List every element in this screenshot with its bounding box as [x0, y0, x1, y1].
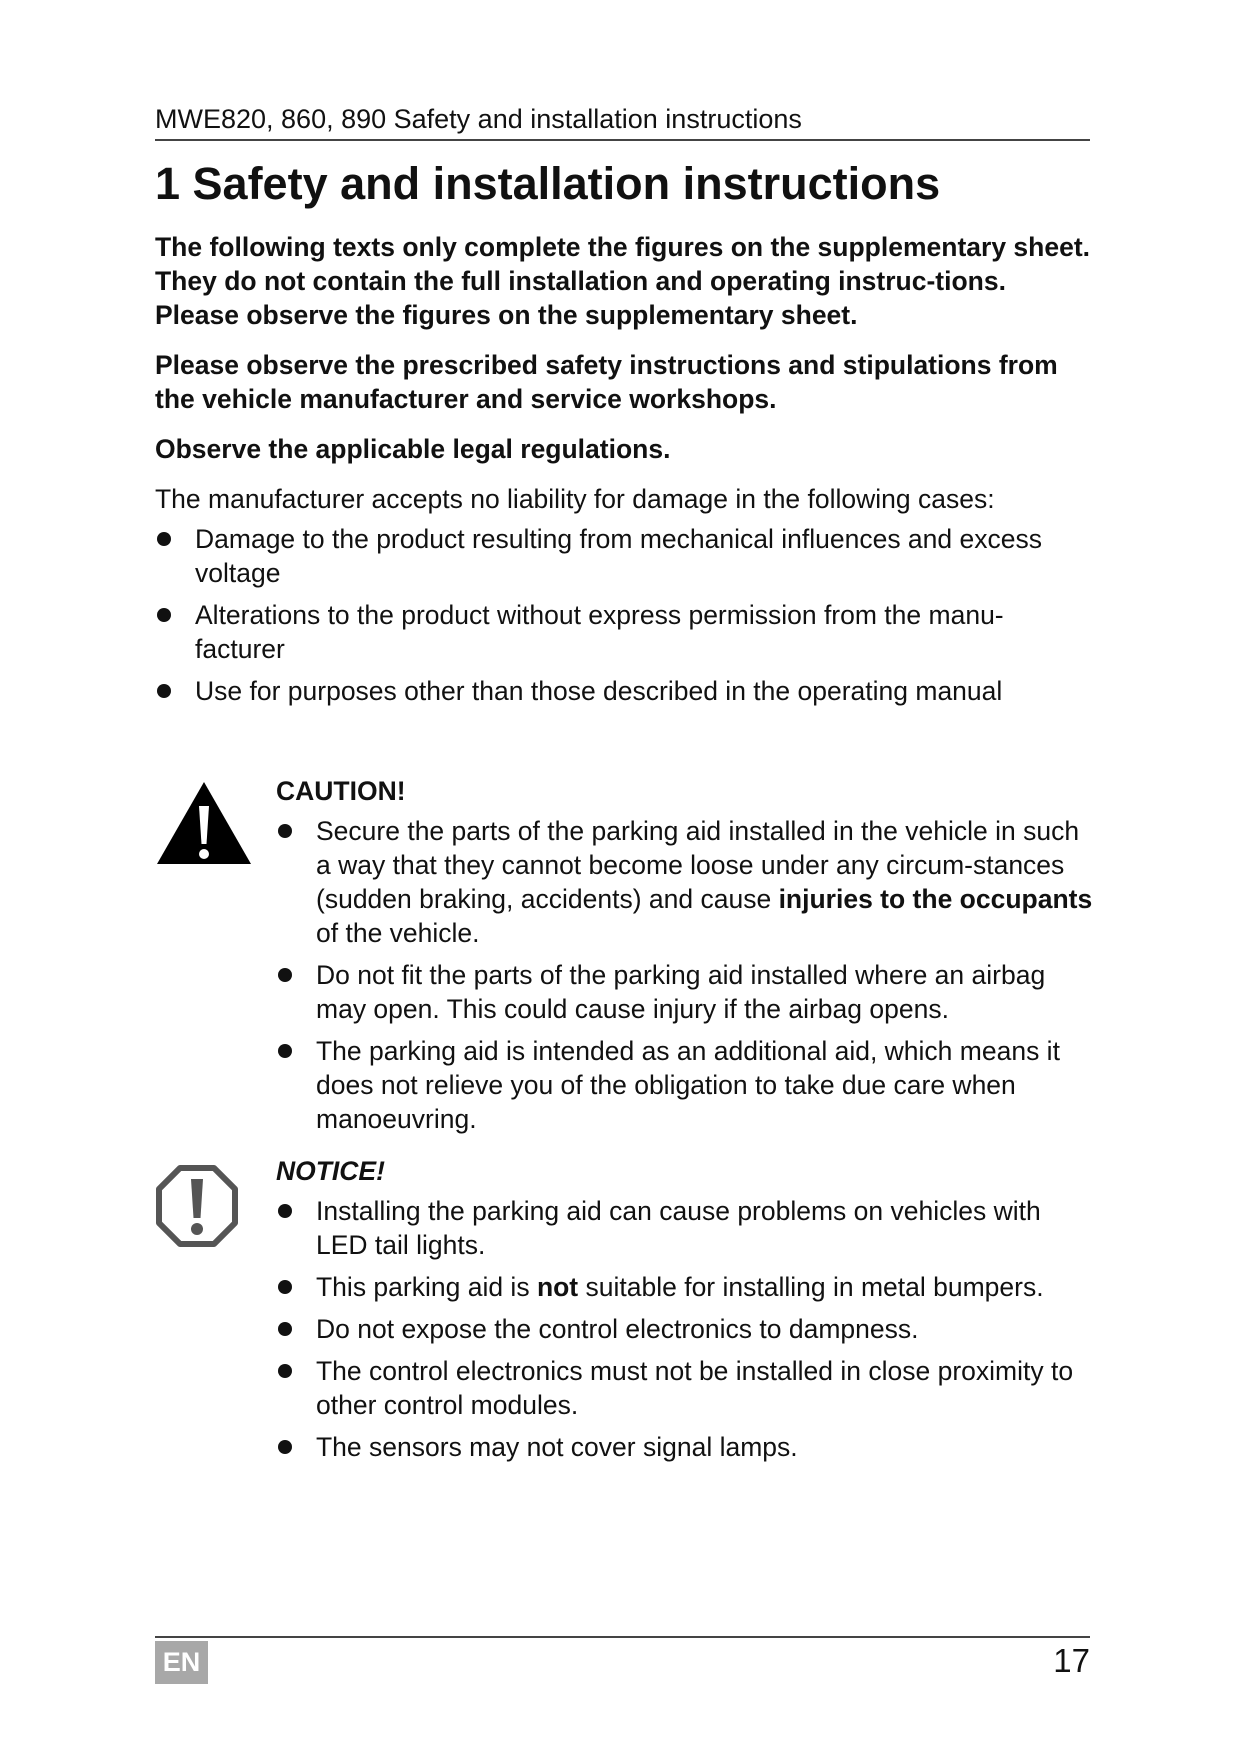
list-item-text: Damage to the product resulting from mechanical influences and excess voltage	[195, 524, 1042, 588]
page-number: 17	[1053, 1642, 1090, 1679]
list-item-text: Do not expose the control electronics to dampness.	[316, 1314, 919, 1344]
bullet-icon	[157, 608, 171, 622]
list-item	[276, 1430, 1096, 1464]
emphasis-text: injuries to the occupants	[778, 884, 1093, 914]
caution-body	[276, 774, 1096, 1144]
liability-list	[155, 522, 1090, 708]
list-item-text: Use for purposes other than those described in the operating manual	[195, 676, 1003, 706]
caution-heading: CAUTION!	[276, 776, 406, 806]
list-item-text: Installing the parking aid can cause problems on vehicles with LED tail lights.	[316, 1196, 1041, 1260]
list-item	[276, 814, 1096, 950]
list-item	[276, 1194, 1096, 1262]
intro-paragraph-3: Observe the applicable legal regulations.	[155, 434, 671, 464]
intro-paragraph-1: The following texts only complete the figures on the supplementary sheet. They do not contain the full installation and operating instruc-tions. Please observe the figures on the supplementary sheet.	[155, 232, 1091, 330]
bullet-icon	[278, 1280, 292, 1294]
running-head: MWE820, 860, 890 Safety and installation instructions	[155, 104, 802, 134]
list-item	[276, 1034, 1096, 1136]
list-item-text: of the vehicle.	[316, 918, 480, 948]
notice-list	[276, 1194, 1096, 1464]
bullet-icon	[157, 684, 171, 698]
notice-octagon-icon	[155, 1164, 239, 1253]
intro-section	[155, 230, 1090, 716]
bullet-icon	[278, 1044, 292, 1058]
bullet-icon	[157, 532, 171, 546]
language-badge: EN	[155, 1641, 208, 1684]
list-item-text: The sensors may not cover signal lamps.	[316, 1432, 798, 1462]
list-item	[155, 598, 1090, 666]
document-page	[155, 0, 1093, 1754]
footer-divider	[155, 1636, 1090, 1638]
list-item	[276, 1270, 1096, 1304]
bullet-icon	[278, 968, 292, 982]
list-item	[276, 1312, 1096, 1346]
bullet-icon	[278, 1204, 292, 1218]
list-item-text: suitable for installing in metal bumpers.	[578, 1272, 1044, 1302]
intro-paragraph-4: The manufacturer accepts no liability for damage in the following cases:	[155, 484, 995, 514]
bullet-icon	[278, 824, 292, 838]
emphasis-text: not	[536, 1272, 579, 1302]
bullet-icon	[278, 1322, 292, 1336]
bullet-icon	[278, 1440, 292, 1454]
notice-body	[276, 1154, 1096, 1472]
list-item	[155, 522, 1090, 590]
page-title: 1 Safety and installation instructions	[155, 158, 941, 209]
list-item-text: Alterations to the product without express permission from the manu-facturer	[195, 600, 1004, 664]
list-item-text: Do not fit the parts of the parking aid installed where an airbag may open. This could cause injury if the airbag opens.	[316, 960, 1046, 1024]
intro-paragraph-2: Please observe the prescribed safety instructions and stipulations from the vehicle manufacturer and service workshops.	[155, 350, 1058, 414]
header-divider	[155, 139, 1090, 141]
warning-triangle-icon	[155, 780, 253, 871]
caution-list	[276, 814, 1096, 1136]
notice-heading: NOTICE!	[276, 1156, 385, 1186]
list-item	[155, 674, 1090, 708]
list-item-text: The control electronics must not be installed in close proximity to other control modules.	[316, 1356, 1074, 1420]
list-item-text: The parking aid is intended as an additional aid, which means it does not relieve you of the obligation to take due care when manoeuvring.	[316, 1036, 1060, 1134]
list-item-text: Secure the parts of the parking aid installed in the vehicle in such a way that they cannot become loose under any circum-stances (sudden braking, accidents) and cause	[316, 816, 1080, 914]
list-item	[276, 1354, 1096, 1422]
list-item	[276, 958, 1096, 1026]
list-item-text: This parking aid is	[316, 1272, 537, 1302]
bullet-icon	[278, 1364, 292, 1378]
